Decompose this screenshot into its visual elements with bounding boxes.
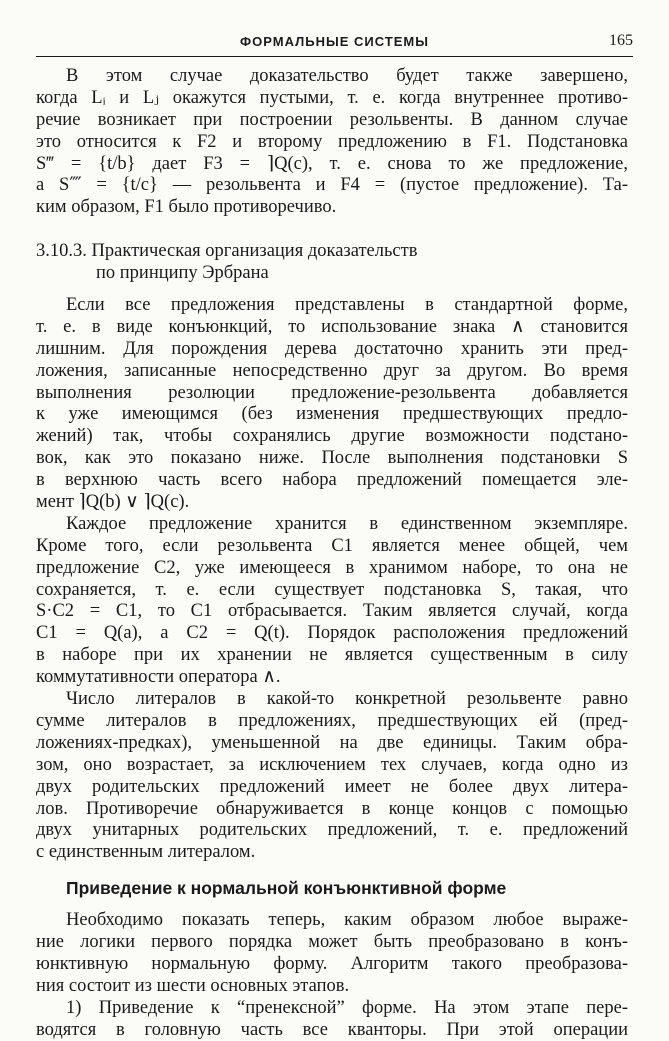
text-line: лишним. Для порождения дерева достаточно хранить эти пред- <box>36 338 628 359</box>
text-line: предложение C2, уже имеющееся в хранимом наборе, то она не <box>36 557 628 578</box>
paragraph-5 <box>36 910 628 998</box>
subsection-heading <box>36 878 628 900</box>
text-line: C1 = Q(a), а C2 = Q(t). Порядок расположения предложений <box>36 623 628 644</box>
text-line: мент ⌉Q(b) ∨ ⌉Q(c). <box>36 492 190 513</box>
section-title-line: по принципу Эрбрана <box>96 263 269 284</box>
text-line: зом, оно возрастает, за исключением тех случаев, когда одно из <box>36 754 628 775</box>
text-line: S‴ = {t/b} дает F3 = ⌉Q(c), т. е. снова то же предложение, <box>36 153 628 174</box>
text-line: ложения, записанные непосредственно друг за другом. Во время <box>36 360 628 381</box>
text-line: водятся в головную часть все кванторы. При этой операции <box>36 1019 628 1040</box>
text-line: а S⁗ = {t/c} — резольвента и F4 = (пустое предложение). Та- <box>36 175 628 196</box>
text-line: ния состоит из шести основных этапов. <box>36 975 350 996</box>
text-line: 1) Приведение к “пренексной” форме. На этом этапе пере- <box>66 997 628 1018</box>
text-line: Необходимо показать теперь, каким образом любое выраже- <box>66 910 628 931</box>
text-line: лов. Противоречие обнаруживается в конце концов с помощью <box>36 798 628 819</box>
paragraph-6 <box>36 998 628 1041</box>
paragraph-2 <box>36 295 628 514</box>
text-line: жений) так, чтобы сохранялись другие возможности подстано- <box>36 426 628 447</box>
text-line: Кроме того, если резольвента C1 является менее общей, чем <box>36 535 628 556</box>
text-line: коммутативности оператора ∧. <box>36 667 281 688</box>
paragraph-3 <box>36 514 628 689</box>
page-header <box>36 30 633 57</box>
text-line: Число литералов в какой-то конкретной резольвенте равно <box>66 689 628 710</box>
section-title-line: 3.10.3. Практическая организация доказательств <box>36 241 418 262</box>
text-line: к уже имеющимся (без изменения предшествующих предло- <box>36 404 628 425</box>
page-body <box>36 66 628 1041</box>
text-line: когда Lᵢ и Lⱼ окажутся пустыми, т. е. когда внутреннее противо- <box>36 87 628 108</box>
paragraph-4 <box>36 689 628 864</box>
text-line: вок, как это показано ниже. После выполнения подстановки S <box>36 448 628 469</box>
text-line: S·C2 = C1, то C1 отбрасывается. Таким является случай, когда <box>36 601 628 622</box>
text-line: с единственным литералом. <box>36 842 256 863</box>
text-line: в верхнюю часть всего набора предложений помещается эле- <box>36 470 628 491</box>
subsection-heading-text: Приведение к нормальной конъюнктивной форме <box>66 878 507 899</box>
text-line: ложениях-предках), уменьшенной на две единицы. Таким обра- <box>36 732 628 753</box>
section-title <box>36 241 628 285</box>
text-line: ние логики первого порядка может быть преобразовано в конъ- <box>36 931 628 952</box>
text-line: это относится к F2 и второму предложению в F1. Подстановка <box>36 131 628 152</box>
text-line: сохраняется, т. е. если существует подстановка S, такая, что <box>36 579 628 600</box>
text-line: двух унитарных родительских предложений, т. е. предложений <box>36 820 628 841</box>
page-number: 165 <box>609 32 633 49</box>
text-line: двух родительских предложений имеет не более двух литера- <box>36 776 628 797</box>
text-line: ким образом, F1 было противоречиво. <box>36 197 337 218</box>
text-line: сумме литералов в предложениях, предшествующих ей (пред- <box>36 710 628 731</box>
text-line: Каждое предложение хранится в единственном экземпляре. <box>66 513 628 534</box>
text-line: выполнения резолюции предложение-резольвента добавляется <box>36 382 628 403</box>
text-line: в наборе при их хранении не является существенным в силу <box>36 645 628 666</box>
text-line: В этом случае доказательство будет также завершено, <box>66 66 628 86</box>
text-line: юнктивную нормальную форму. Алгоритм такого преобразова- <box>36 953 628 974</box>
paragraph-1 <box>36 66 628 219</box>
running-title: ФОРМАЛЬНЫЕ СИСТЕМЫ <box>240 34 429 49</box>
text-line: Если все предложения представлены в стандартной форме, <box>66 295 628 316</box>
text-line: речие возникает при построении резольвенты. В данном случае <box>36 109 628 130</box>
text-line: т. е. в виде конъюнкций, то использование знака ∧ становится <box>36 316 628 337</box>
